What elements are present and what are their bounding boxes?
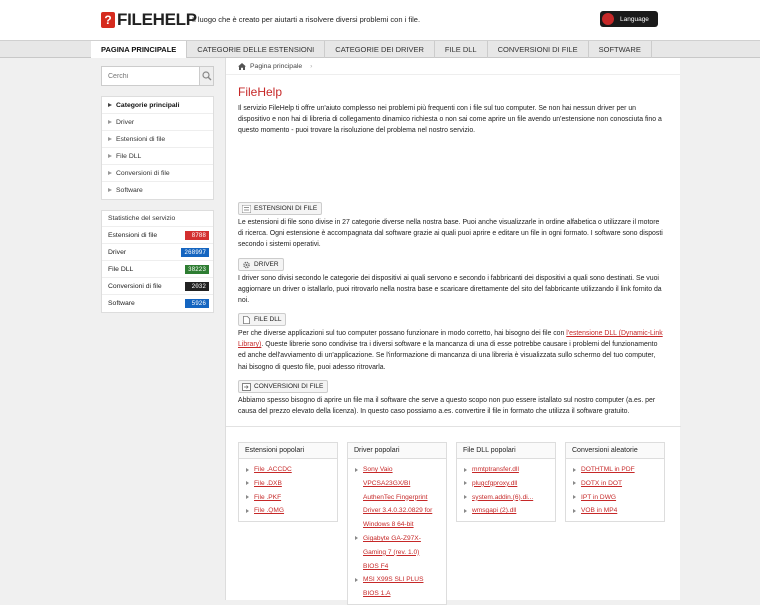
conversions-section-button[interactable] <box>238 380 328 393</box>
stat-row[interactable] <box>102 227 213 244</box>
header <box>0 0 760 40</box>
search-input[interactable] <box>102 67 199 85</box>
sidebar-item-driver[interactable]: Driver <box>102 114 213 131</box>
tagline: Il luogo che è creato per aiutarti a risolvere diversi problemi con i file. <box>192 15 421 24</box>
file-icon <box>242 316 251 324</box>
conversion-link[interactable]: VOB in MP4 <box>566 504 664 518</box>
popular-dll-link[interactable]: plugcfgproxy.dll <box>457 477 555 491</box>
popular-extension-link[interactable]: File .ACCDC <box>239 463 337 477</box>
popular-extension-link[interactable]: File .QMG <box>239 504 337 518</box>
popular-driver-link[interactable]: AuthenTec Fingerprint <box>363 493 428 501</box>
dll-text-before: Per che diverse applicazioni sul tuo computer possano funzionare in modo corretto, hai bisogno dei file con <box>238 330 567 337</box>
conversion-link[interactable]: DOTX in DOT <box>566 477 664 491</box>
popular-dll-link[interactable]: wmsgapi (2).dll <box>457 504 555 518</box>
logo[interactable] <box>101 10 197 30</box>
search-icon <box>202 71 212 81</box>
stat-label: Estensioni di file <box>108 231 158 239</box>
stat-badge: 8788 <box>185 231 209 240</box>
nav-dll-files[interactable]: FILE DLL <box>435 41 488 58</box>
stat-label: Driver <box>108 248 127 256</box>
breadcrumb <box>226 59 680 75</box>
divider <box>226 426 681 427</box>
popular-driver-link[interactable]: Gigabyte GA-Z97X- <box>348 532 446 546</box>
popular-drivers-title: Driver popolari <box>348 443 446 459</box>
conversions-text: Abbiamo spesso bisogno di aprire un file ma il software che serve a questo scopo non puo essere istallato sul nostro computer (a.es. per causa del prezzo elevato della licenza). In questo caso possiamo a.es. convertire il file in formato che utilizza il software gratuito. <box>238 397 656 416</box>
sidebar <box>101 66 216 313</box>
search-box <box>101 66 214 86</box>
logo-text: FILEHELP <box>117 10 197 29</box>
flag-icon <box>602 13 614 25</box>
breadcrumb-separator-icon: › <box>310 63 313 70</box>
popular-extension-link[interactable]: File .PKF <box>239 491 337 505</box>
sidebar-item-main-categories[interactable]: Categorie principali <box>102 97 213 114</box>
stat-row[interactable] <box>102 244 213 261</box>
list-icon <box>242 205 251 213</box>
popular-driver-link[interactable]: Sony Vaio <box>348 463 446 477</box>
conversion-link[interactable]: DOTHTML in PDF <box>566 463 664 477</box>
popular-driver-link[interactable]: BIOS F4 <box>363 562 389 570</box>
stat-label: Conversioni di file <box>108 282 162 290</box>
stat-row[interactable] <box>102 261 213 278</box>
intro-text: Il servizio FileHelp ti offre un'aiuto complesso nei problemi più frequenti con i file sul tuo computer. Se non hai nessun driver per un dispositivo e non hai di libreria di collegamento dinamico richiesta o non sai come aprire un file avendo un'estensione non conosciuta fino a questo momento - puoi trovare la risoluzione del problema nel nostro servizio. <box>238 105 662 135</box>
stat-row[interactable] <box>102 278 213 295</box>
nav-file-conversions[interactable]: CONVERSIONI DI FILE <box>488 41 589 58</box>
language-label: Language <box>620 15 649 23</box>
driver-section-button[interactable] <box>238 258 284 271</box>
popular-drivers-box <box>347 442 447 605</box>
stat-badge: 268997 <box>181 248 209 257</box>
language-button[interactable] <box>600 11 658 27</box>
extensions-section-label: ESTENSIONI DI FILE <box>254 205 318 212</box>
popular-driver-link[interactable]: VPCSA23GX/BI <box>363 479 411 487</box>
main-content <box>225 58 680 600</box>
breadcrumb-home[interactable]: Pagina principale <box>250 63 303 70</box>
popular-dll-link[interactable]: system.addin.(6).di... <box>457 491 555 505</box>
random-conversions-box <box>565 442 665 522</box>
stat-label: Software <box>108 300 135 307</box>
popular-driver-link[interactable]: Driver 3.4.0.32.0829 for <box>363 507 433 515</box>
nav-software[interactable]: SOFTWARE <box>589 41 652 58</box>
popular-dll-box <box>456 442 556 522</box>
driver-section-label: DRIVER <box>254 261 279 268</box>
stat-row[interactable] <box>102 295 213 312</box>
stats-title: Statistiche del servizio <box>102 211 213 227</box>
sidebar-item-software[interactable]: Software <box>102 182 213 199</box>
extensions-section-button[interactable] <box>238 202 322 215</box>
category-menu <box>101 96 214 200</box>
nav-driver-categories[interactable]: CATEGORIE DEI DRIVER <box>325 41 435 58</box>
popular-extension-link[interactable]: File .DXB <box>239 477 337 491</box>
popular-dll-link[interactable]: mmtptransfer.dll <box>457 463 555 477</box>
dll-text <box>238 328 663 373</box>
extensions-text: Le estensioni di file sono divise in 27 categorie diverse nella nostra base. Puoi anche visualizzarle in ordine alfabetica o utilizzare il motore di ricerca. Ogni estensione è accompagnata dal software grazie ai quali puoi aprire e editare un file in ogni formato. I software sono disposti secondo i sistemi operativi. <box>238 219 663 249</box>
gear-icon <box>242 261 251 269</box>
logo-mark: ? <box>101 12 115 28</box>
stat-badge: 38223 <box>185 265 209 274</box>
conversions-section-label: CONVERSIONI DI FILE <box>254 383 324 390</box>
conversion-link[interactable]: IPT in DWG <box>566 491 664 505</box>
popular-driver-link[interactable]: Gaming 7 (rev. 1.0) <box>363 548 420 556</box>
dll-extension-link[interactable]: l'estensione DLL (Dynamic-Link Library) <box>238 330 663 349</box>
convert-icon <box>242 383 251 391</box>
sidebar-item-dll[interactable]: File DLL <box>102 148 213 165</box>
driver-text: I driver sono divisi secondo le categorie dei dispositivi ai quali servono e secondo i fabbricanti dei dispositivi a quali sono destinati. Se vuoi aggiornare un driver o istallarlo, puoi ritrovarlo nella nostra base e scaricare direttamente del sito del fabbricante utilizzando il link fornito da noi. <box>238 275 662 305</box>
popular-driver-link[interactable]: Windows 8 64-bit <box>363 521 414 529</box>
nav-home[interactable]: PAGINA PRINCIPALE <box>91 41 187 58</box>
dll-section-label: FILE DLL <box>254 316 282 323</box>
nav-extension-categories[interactable]: CATEGORIE DELLE ESTENSIONI <box>187 41 325 58</box>
main-nav <box>0 40 760 58</box>
stat-label: File DLL <box>108 265 134 273</box>
stat-badge: 2032 <box>185 282 209 291</box>
random-conversions-title: Conversioni aleatorie <box>566 443 664 459</box>
popular-driver-link[interactable]: BIOS 1.A <box>363 590 391 598</box>
search-button[interactable] <box>199 67 213 85</box>
service-stats <box>101 210 214 313</box>
popular-extensions-title: Estensioni popolari <box>239 443 337 459</box>
sidebar-item-extensions[interactable]: Estensioni di file <box>102 131 213 148</box>
page-title: FileHelp <box>238 85 283 99</box>
popular-dll-title: File DLL popolari <box>457 443 555 459</box>
sidebar-item-conversions[interactable]: Conversioni di file <box>102 165 213 182</box>
home-icon[interactable] <box>238 63 246 70</box>
popular-extensions-box <box>238 442 338 522</box>
popular-driver-link[interactable]: MSI X99S SLI PLUS <box>348 573 446 587</box>
dll-section-button[interactable] <box>238 313 286 326</box>
dll-text-after: . Queste librerie sono condivise tra i diversi software e la mancanza di una di esse potrebbe causare i problemi del funzionamento ed anche dell'avviamento di un'applicazione. Se l'informazione di mancanza di una libreria è visualizzata sullo schermo del tuo computer, hai bisogno di questo file, puoi adesso ritrovarla. <box>238 341 658 371</box>
stat-badge: 5926 <box>185 299 209 308</box>
